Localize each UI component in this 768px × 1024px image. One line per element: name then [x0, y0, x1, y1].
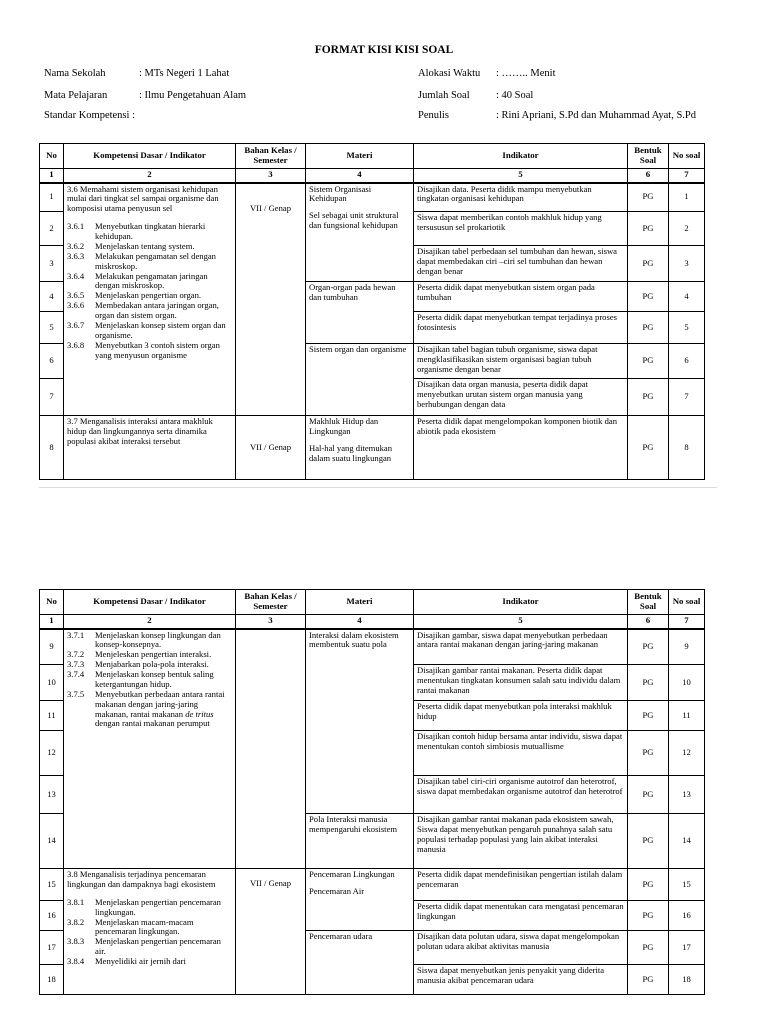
indikator-cell: Peserta didik dapat mengelompokan komponen biotik dan abiotik pada ekosistem [414, 416, 628, 480]
nosoal-cell: 5 [669, 312, 705, 344]
kd-item [67, 670, 232, 690]
bentuk-cell: PG [628, 416, 669, 480]
meta-school [44, 68, 229, 79]
kisi-table-1 [39, 143, 705, 480]
col-num: 7 [669, 169, 705, 183]
materi-text: Sistem Organisasi Kehidupan [309, 183, 372, 204]
bentuk-cell: PG [628, 814, 669, 869]
materi-cell: Pencemaran udara [306, 931, 414, 995]
header-bentuk: Bentuk Soal [628, 590, 669, 615]
kd-item-num: 3.8.2 [67, 916, 85, 927]
kd-title: 3.7 Menganalisis interaksi antara makhluk hidup dan lingkungannya serta dinamika populasi akibat interaksi tersebut [64, 416, 236, 480]
nosoal-cell: 15 [669, 869, 705, 901]
meta-school-label: Nama Sekolah [44, 68, 106, 79]
nosoal-cell: 2 [669, 212, 705, 246]
indikator-cell: Disajikan data polutan udara, siswa dapat mengelompokan polutan udara akibat aktivitas manusia [414, 931, 628, 965]
bentuk-cell: PG [628, 282, 669, 312]
nosoal-cell: 18 [669, 965, 705, 995]
bentuk-cell: PG [628, 312, 669, 344]
meta-competency [44, 110, 135, 121]
kd-item-text: Menjelaskan konsep sistem organ dan organisme. [95, 319, 226, 340]
kd-item-num: 3.6.4 [67, 270, 85, 281]
materi-text: Pencemaran Lingkungan [309, 869, 395, 879]
nosoal-cell: 10 [669, 665, 705, 701]
materi-text: Sel sebagai unit struktural dan fungsional kehidupan [309, 210, 399, 231]
kisi-table-2 [39, 589, 705, 995]
col-num: 3 [236, 169, 306, 183]
kd-item-num: 3.6.8 [67, 339, 85, 350]
bahan-cell: VII / Genap [236, 416, 306, 480]
meta-count [418, 90, 533, 101]
nosoal-cell: 4 [669, 282, 705, 312]
kd-item-num: 3.8.3 [67, 936, 85, 947]
col-num: 3 [236, 615, 306, 629]
table-row [40, 183, 705, 212]
indikator-cell: Disajikan gambar, siswa dapat menyebutkan perbedaan antara rantai makanan dengan jaring-jaring makanan [414, 629, 628, 665]
kd-item-text: Menjelaskan pengertian pencemaran lingkungan. [95, 896, 221, 917]
col-num: 5 [414, 169, 628, 183]
kd-item-num: 3.7.1 [67, 629, 85, 640]
row-number: 8 [40, 416, 64, 480]
kd-item-num: 3.8.4 [67, 956, 85, 966]
bahan-cell: VII / Genap [236, 869, 306, 995]
col-num: 1 [40, 615, 64, 629]
kd-item-text: Menjelaskan pengertian pencemaran air. [95, 936, 221, 957]
kd-item-num: 3.8.1 [67, 896, 85, 907]
header-materi: Materi [306, 144, 414, 169]
bentuk-cell: PG [628, 701, 669, 731]
meta-author [418, 110, 696, 121]
kd-item-text: Membedakan antara jaringan organ, organ dan sistem organ. [95, 300, 219, 320]
kd-item [67, 341, 232, 361]
header-bahan: Bahan Kelas / Semester [236, 144, 306, 169]
kd-item-text: Melakukan pengamatan sel dengan miskroskop. [95, 250, 216, 271]
bentuk-cell: PG [628, 901, 669, 931]
materi-text: Makhluk Hidup dan Lingkungan [309, 416, 379, 436]
header-no: No [40, 590, 64, 615]
kd-title: 3.6 Memahami sistem organisasi kehidupan mulai dari tingkat sel sampai organisme dan komposisi utama penyusun sel [67, 183, 219, 214]
kd-item [67, 937, 232, 957]
kd-item-text-part: Menyebutkan perbedaan antara rantai makanan dengan jaring-jaring makanan, rantai makanan [95, 688, 225, 719]
bentuk-cell: PG [628, 379, 669, 416]
row-number: 10 [40, 665, 64, 701]
table-row [40, 629, 705, 665]
kd-item-text: Menyebutkan 3 contoh sistem organ yang menyusun organisme [95, 339, 220, 360]
col-num: 2 [64, 169, 236, 183]
nosoal-cell: 11 [669, 701, 705, 731]
meta-subject [44, 90, 246, 101]
indikator-cell: Disajikan tabel ciri-ciri organisme autotrof dan heterotrof, siswa dapat membedakan organisme autotrof dan heterotrof [414, 776, 628, 814]
kd-title: 3.8 Menganalisis terjadinya pencemaran lingkungan dan dampaknya bagi ekosistem [67, 869, 216, 889]
bentuk-cell: PG [628, 776, 669, 814]
bentuk-cell: PG [628, 965, 669, 995]
materi-cell: Pola Interaksi manusia mempengaruhi ekosistem [306, 814, 414, 869]
kd-item-text: Menjeleskan pengertian interaksi. [95, 649, 212, 660]
materi-cell: Organ-organ pada hewan dan tumbuhan [306, 282, 414, 344]
materi-cell: Interaksi dalam ekosistem membentuk suatu pola [306, 629, 414, 814]
kd-item [67, 918, 232, 938]
materi-cell [306, 416, 414, 480]
kd-item-num: 3.6.6 [67, 300, 85, 311]
meta-count-label: Jumlah Soal [418, 90, 470, 101]
indikator-cell: Disajikan gambar rantai makanan. Peserta didik dapat menentukan tingkatan konsumen salah satu individu dalam rantai makanan [414, 665, 628, 701]
kd-item-text [95, 690, 232, 730]
materi-text: Pencemaran Air [309, 885, 365, 896]
col-num: 6 [628, 169, 669, 183]
row-number: 13 [40, 776, 64, 814]
meta-time-value: : …….. Menit [496, 68, 556, 79]
bentuk-cell: PG [628, 246, 669, 282]
row-number: 7 [40, 379, 64, 416]
bahan-cell: VII / Genap [236, 183, 306, 416]
kd-item-text-part: dengan rantai makanan perumput [95, 718, 210, 729]
kd-item-num: 3.6.2 [67, 240, 85, 251]
indikator-cell: Peserta didik dapat menyebutkan sistem organ pada tumbuhan [414, 282, 628, 312]
col-num: 6 [628, 615, 669, 629]
kd-item-num: 3.6.3 [67, 250, 85, 261]
kd-item-text: Menyebutkan tingkatan hierarki kehidupan. [95, 221, 206, 241]
col-num: 1 [40, 169, 64, 183]
indikator-cell: Disajikan tabel perbedaan sel tumbuhan dan hewan, siswa dapat membedakan ciri –ciri sel tumbuhan dan hewan dengan benar [414, 246, 628, 282]
nosoal-cell: 6 [669, 344, 705, 379]
nosoal-cell: 17 [669, 931, 705, 965]
kd-item-text: Menjelaskan konsep bentuk saling ketergantungan hidup. [95, 669, 214, 689]
header-kd: Kompetensi Dasar / Indikator [64, 590, 236, 615]
row-number: 17 [40, 931, 64, 965]
header-bentuk: Bentuk Soal [628, 144, 669, 169]
header-kd: Kompetensi Dasar / Indikator [64, 144, 236, 169]
kd-item-text: Menyelidiki air jernih dari [95, 956, 186, 966]
row-number: 5 [40, 312, 64, 344]
meta-subject-value: : Ilmu Pengetahuan Alam [139, 90, 247, 101]
kd-item-text-italic: de tritus [185, 708, 214, 719]
row-number: 4 [40, 282, 64, 312]
row-number: 18 [40, 965, 64, 995]
table-header-row [40, 590, 705, 615]
nosoal-cell: 3 [669, 246, 705, 282]
meta-count-value: : 40 Soal [496, 90, 534, 101]
indikator-cell: Peserta didik dapat menyebutkan tempat terjadinya proses fotosintesis [414, 312, 628, 344]
nosoal-cell: 12 [669, 731, 705, 776]
column-number-row [40, 615, 705, 629]
header-no: No [40, 144, 64, 169]
table-row [40, 869, 705, 901]
kd-item [67, 252, 232, 272]
materi-cell: Sistem organ dan organisme [306, 344, 414, 416]
kd-cell [64, 629, 236, 869]
col-num: 4 [306, 169, 414, 183]
kd-item-num: 3.7.2 [67, 649, 85, 660]
meta-author-label: Penulis [418, 110, 449, 121]
meta-school-value: : MTs Negeri 1 Lahat [139, 68, 230, 79]
row-number: 9 [40, 629, 64, 665]
row-number: 3 [40, 246, 64, 282]
kd-item [67, 301, 232, 321]
kd-item [67, 957, 232, 967]
col-num: 2 [64, 615, 236, 629]
kd-item-num: 3.6.5 [67, 290, 85, 301]
kd-item-text: Menjabarkan pola-pola interaksi. [95, 659, 209, 670]
kd-item-text: Menjelaskan tentang system. [95, 240, 195, 251]
col-num: 5 [414, 615, 628, 629]
row-number: 14 [40, 814, 64, 869]
row-number: 16 [40, 901, 64, 931]
indikator-cell: Disajikan tabel bagian tubuh organisme, siswa dapat mengklasifikasikan sistem organisasi bagian tubuh organisme dengan benar [414, 344, 628, 379]
table-header-row [40, 144, 705, 169]
col-num: 7 [669, 615, 705, 629]
indikator-cell: Siswa dapat memberikan contoh makhluk hidup yang tersususun sel prokariotik [414, 212, 628, 246]
row-number: 2 [40, 212, 64, 246]
row-number: 6 [40, 344, 64, 379]
meta-author-value: : Rini Apriani, S.Pd dan Muhammad Ayat, S.Pd [496, 110, 697, 121]
kd-item-num: 3.7.4 [67, 669, 85, 679]
header-indikator: Indikator [414, 590, 628, 615]
kd-item-text: Menjelaskan pengertian organ. [95, 290, 202, 301]
kd-item-text: Menjelaskan konsep lingkungan dan konsep-konsepnya. [95, 629, 221, 650]
materi-cell [306, 869, 414, 931]
kd-item [67, 690, 232, 730]
indikator-cell: Disajikan gambar rantai makanan pada ekosistem sawah, Siswa dapat menyebutkan pengaruh punahnya salah satu populasi terhadap populasi yang lain akibat interaksi manusia [414, 814, 628, 869]
kd-item [67, 272, 232, 292]
kd-item-num: 3.7.5 [67, 688, 85, 699]
meta-time-label: Alokasi Waktu [418, 68, 481, 79]
header-materi: Materi [306, 590, 414, 615]
kd-item-num: 3.6.7 [67, 319, 85, 330]
header-bahan: Bahan Kelas / Semester [236, 590, 306, 615]
meta-subject-label: Mata Pelajaran [44, 90, 108, 101]
nosoal-cell: 7 [669, 379, 705, 416]
nosoal-cell: 13 [669, 776, 705, 814]
header-nosoal: No soal [669, 590, 705, 615]
indikator-cell: Disajikan data organ manusia, peserta didik dapat menyebutkan urutan sistem organ manusia yang berhubungan dengan data [414, 379, 628, 416]
col-num: 4 [306, 615, 414, 629]
bentuk-cell: PG [628, 183, 669, 212]
bentuk-cell: PG [628, 344, 669, 379]
row-number: 12 [40, 731, 64, 776]
bentuk-cell: PG [628, 665, 669, 701]
materi-cell [306, 183, 414, 282]
materi-text: Hal-hal yang ditemukan dalam suatu lingkungan [309, 442, 393, 463]
page-divider [39, 487, 717, 488]
bentuk-cell: PG [628, 212, 669, 246]
indikator-cell: Peserta didik dapat menentukan cara mengatasi pencemaran lingkungan [414, 901, 628, 931]
indikator-cell: Peserta didik dapat menyebutkan pola interaksi makhluk hidup [414, 701, 628, 731]
kd-item-num: 3.6.1 [67, 221, 85, 232]
table-row [40, 416, 705, 480]
bentuk-cell: PG [628, 869, 669, 901]
nosoal-cell: 8 [669, 416, 705, 480]
nosoal-cell: 1 [669, 183, 705, 212]
nosoal-cell: 9 [669, 629, 705, 665]
nosoal-cell: 14 [669, 814, 705, 869]
bahan-cell [236, 629, 306, 869]
header-indikator: Indikator [414, 144, 628, 169]
row-number: 11 [40, 701, 64, 731]
row-number: 15 [40, 869, 64, 901]
kd-item [67, 898, 232, 918]
kd-item-text: Menjelaskan macam-macam pencemaran lingkungan. [95, 916, 194, 937]
kd-cell [64, 183, 236, 416]
kd-item [67, 321, 232, 341]
meta-time [418, 68, 556, 79]
kd-item-num: 3.7.3 [67, 659, 85, 670]
indikator-cell: Disajikan data. Peserta didik mampu menyebutkan tingkatan organisasi kehidupan [414, 183, 628, 212]
kd-cell [64, 869, 236, 995]
kd-item [67, 222, 232, 242]
bentuk-cell: PG [628, 629, 669, 665]
kd-item-text: Melakukan pengamatan jaringan dengan miskroskop. [95, 270, 208, 291]
bentuk-cell: PG [628, 731, 669, 776]
header-nosoal: No soal [669, 144, 705, 169]
kd-item [67, 631, 232, 651]
indikator-cell: Siswa dapat menyebutkan jenis penyakit yang diderita manusia akibat pencemaran udara [414, 965, 628, 995]
nosoal-cell: 16 [669, 901, 705, 931]
bentuk-cell: PG [628, 931, 669, 965]
row-number: 1 [40, 183, 64, 212]
document-title: FORMAT KISI KISI SOAL [314, 44, 454, 56]
indikator-cell: Disajikan contoh hidup bersama antar individu, siswa dapat menentukan contoh simbiosis mutuallisme [414, 731, 628, 776]
column-number-row [40, 169, 705, 183]
indikator-cell: Peserta didik dapat mendefinisikan pengertian istilah dalam pencemaran [414, 869, 628, 901]
meta-competency-label: Standar Kompetensi : [44, 110, 135, 121]
